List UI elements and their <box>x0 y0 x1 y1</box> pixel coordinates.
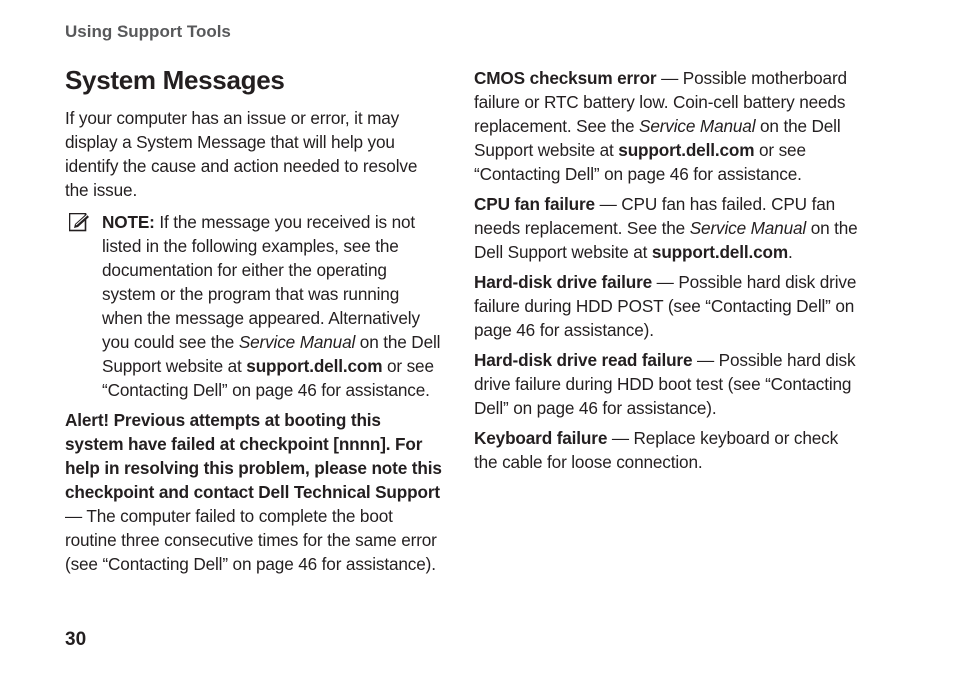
alert-message-desc: — The computer failed to complete the boot routine three consecutive times for the same error (see “Contacting Dell” on page 46 for assistance). <box>65 506 437 574</box>
note-block <box>65 210 443 402</box>
note-service-manual: Service Manual <box>238 332 356 352</box>
cmos-message-desc-middle: on the Dell Support website at <box>474 116 841 160</box>
hdd-read-message-entry <box>474 348 866 420</box>
cpu-fan-message-desc-after: . <box>788 242 793 262</box>
cpu-fan-message-desc: — CPU fan has failed. CPU fan needs replacement. See the <box>474 194 836 238</box>
cmos-message-term: CMOS checksum error <box>474 68 657 88</box>
alert-message-entry <box>65 408 443 576</box>
note-text-after: or see “Contacting Dell” on page 46 for assistance. <box>102 356 434 400</box>
cpu-fan-message-entry <box>474 192 866 264</box>
intro-paragraph: If your computer has an issue or error, it may display a System Message that will help you identify the cause and action needed to resolve the issue. <box>65 108 418 200</box>
cmos-message-desc-after: or see “Contacting Dell” on page 46 for assistance. <box>474 140 806 184</box>
pencil-note-icon <box>69 213 91 233</box>
note-text: If the message you received is not listed in the following examples, see the documentation for either the operating system or the program that was running when the message appeared. Alternatively you could see the <box>102 212 420 352</box>
cpu-fan-support-link[interactable]: support.dell.com <box>651 242 788 262</box>
cmos-message-entry <box>474 66 866 186</box>
cmos-service-manual: Service Manual <box>639 116 756 136</box>
cmos-support-link[interactable]: support.dell.com <box>618 140 755 160</box>
cpu-fan-service-manual: Service Manual <box>689 218 807 238</box>
section-header: Using Support Tools <box>65 22 231 41</box>
hdd-read-message-term: Hard-disk drive read failure <box>474 350 693 370</box>
page-title: System Messages <box>65 65 285 95</box>
hdd-failure-message-entry <box>474 270 866 342</box>
hdd-failure-message-term: Hard-disk drive failure <box>474 272 653 292</box>
left-column <box>65 64 443 582</box>
keyboard-message-term: Keyboard failure <box>474 428 608 448</box>
note-text-middle: on the Dell Support website at <box>102 332 441 376</box>
page-number: 30 <box>65 629 87 650</box>
right-column <box>474 66 866 480</box>
hdd-failure-message-desc: — Possible hard disk drive failure during HDD POST (see “Contacting Dell” on page 46 for assistance). <box>474 272 857 340</box>
keyboard-message-desc: — Replace keyboard or check the cable for loose connection. <box>474 428 839 472</box>
cpu-fan-message-term: CPU fan failure <box>474 194 595 214</box>
note-label: NOTE: <box>102 212 155 232</box>
note-support-link[interactable]: support.dell.com <box>246 356 383 376</box>
keyboard-message-entry <box>474 426 866 474</box>
cmos-message-desc: — Possible motherboard failure or RTC battery low. Coin-cell battery needs replacement. See the <box>474 68 847 136</box>
hdd-read-message-desc: — Possible hard disk drive failure during HDD boot test (see “Contacting Dell” on page 46 for assistance). <box>474 350 856 418</box>
cpu-fan-message-desc-middle: on the Dell Support website at <box>474 218 858 262</box>
alert-message-term: Alert! Previous attempts at booting this system have failed at checkpoint [nnnn]. For help in resolving this problem, please note this checkpoint and contact Dell Technical Support <box>65 410 442 502</box>
